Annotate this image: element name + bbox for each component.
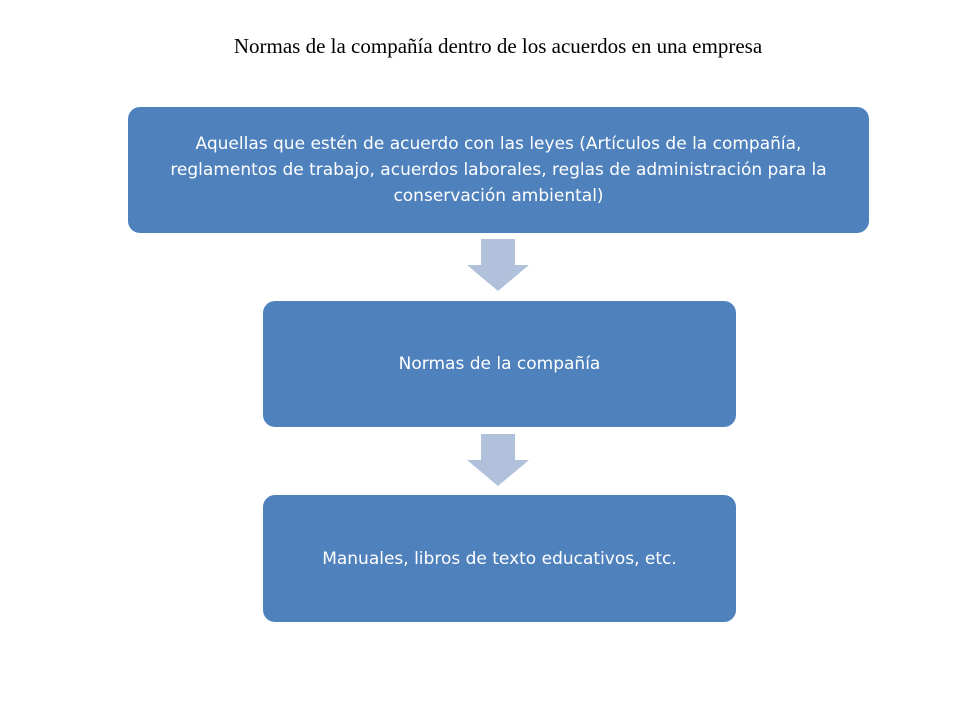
diagram-box-company-norms: Normas de la compañía [263, 301, 736, 427]
slide-title: Normas de la compañía dentro de los acuerdos en una empresa [233, 34, 763, 58]
diagram-box-laws: Aquellas que estén de acuerdo con las leyes (Artículos de la compañía, reglamentos de trabajo, acuerdos laborales, reglas de administración para la conservación ambiental) [128, 107, 869, 233]
down-arrow-icon [467, 434, 529, 486]
diagram-box-manuals: Manuales, libros de texto educativos, etc. [263, 495, 736, 622]
down-arrow-icon [467, 239, 529, 291]
